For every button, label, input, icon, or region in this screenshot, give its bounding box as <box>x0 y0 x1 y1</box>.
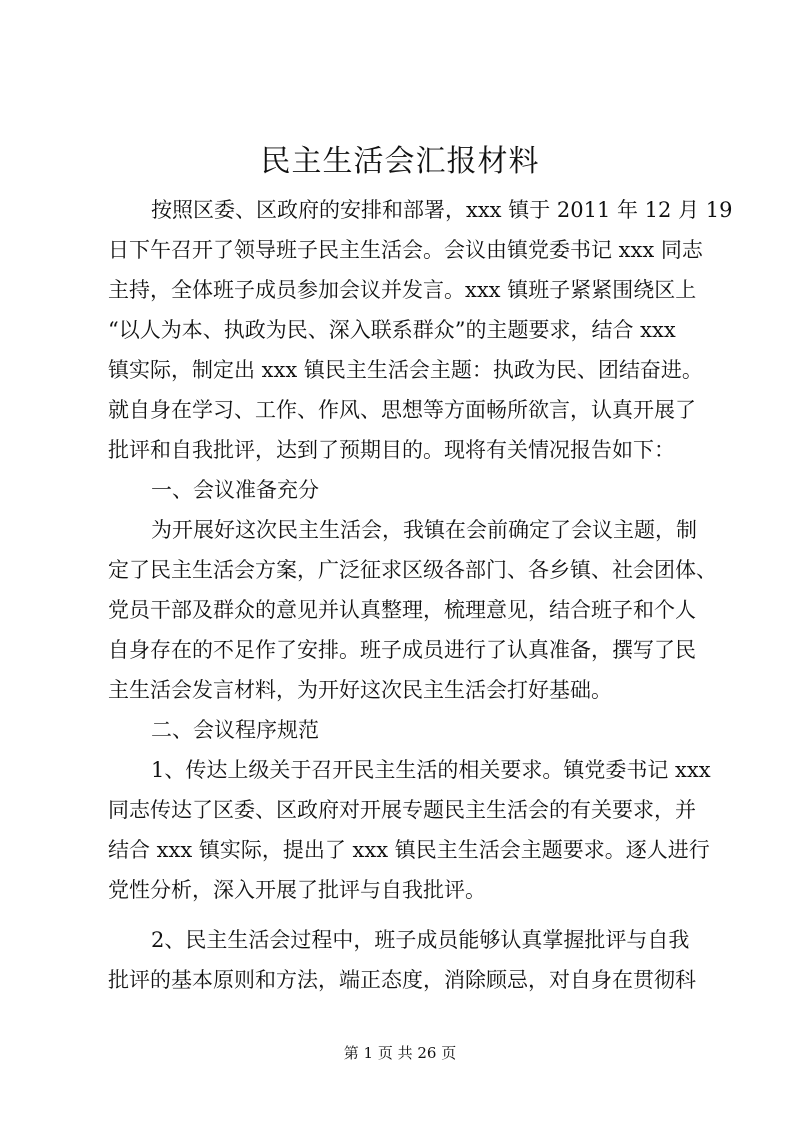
document-body <box>108 190 733 1000</box>
section-heading: 一、会议准备充分 <box>151 478 319 502</box>
section-heading: 二、会议程序规范 <box>151 718 319 742</box>
page-number: 第 1 页 共 26 页 <box>343 1044 457 1062</box>
paragraph-line: 结合 xxx 镇实际，提出了 xxx 镇民主生活会主题要求。逐人进行 <box>108 838 710 862</box>
paragraph-line: 1、传达上级关于召开民主生活的相关要求。镇党委书记 xxx <box>151 758 711 782</box>
paragraph-line: “以人为本、执政为民、深入联系群众”的主题要求，结合 xxx <box>108 318 676 342</box>
paragraph-line: 主持，全体班子成员参加会议并发言。xxx 镇班子紧紧围绕区上 <box>108 278 697 302</box>
paragraph-line: 按照区委、区政府的安排和部署，xxx 镇于 2011 年 12 月 19 <box>151 198 733 222</box>
paragraph-line: 同志传达了区委、区政府对开展专题民主生活会的有关要求，并 <box>108 798 696 822</box>
paragraph-line: 镇实际，制定出 xxx 镇民主生活会主题：执政为民、团结奋进。 <box>108 358 703 382</box>
paragraph-line: 自身存在的不足作了安排。班子成员进行了认真准备，撰写了民 <box>108 638 696 662</box>
paragraph-line: 批评的基本原则和方法，端正态度，消除顾忌，对自身在贯彻科 <box>108 968 696 992</box>
paragraph-line: 批评和自我批评，达到了预期目的。现将有关情况报告如下： <box>108 438 675 462</box>
paragraph-line: 为开展好这次民主生活会，我镇在会前确定了会议主题，制 <box>151 518 697 542</box>
paragraph-gap <box>108 910 708 920</box>
paragraph-line: 2、民主生活会过程中，班子成员能够认真掌握批评与自我 <box>151 928 690 952</box>
paragraph-line: 日下午召开了领导班子民主生活会。会议由镇党委书记 xxx 同志 <box>108 238 703 262</box>
paragraph-line: 定了民主生活会方案，广泛征求区级各部门、各乡镇、社会团体、 <box>108 558 717 582</box>
document-title: 民主生活会汇报材料 <box>260 144 540 179</box>
paragraph-line: 就自身在学习、工作、作风、思想等方面畅所欲言，认真开展了 <box>108 398 696 422</box>
paragraph-line: 党员干部及群众的意见并认真整理，梳理意见，结合班子和个人 <box>108 598 696 622</box>
paragraph-line: 主生活会发言材料，为开好这次民主生活会打好基础。 <box>108 678 612 702</box>
paragraph-line: 党性分析，深入开展了批评与自我批评。 <box>108 878 486 902</box>
